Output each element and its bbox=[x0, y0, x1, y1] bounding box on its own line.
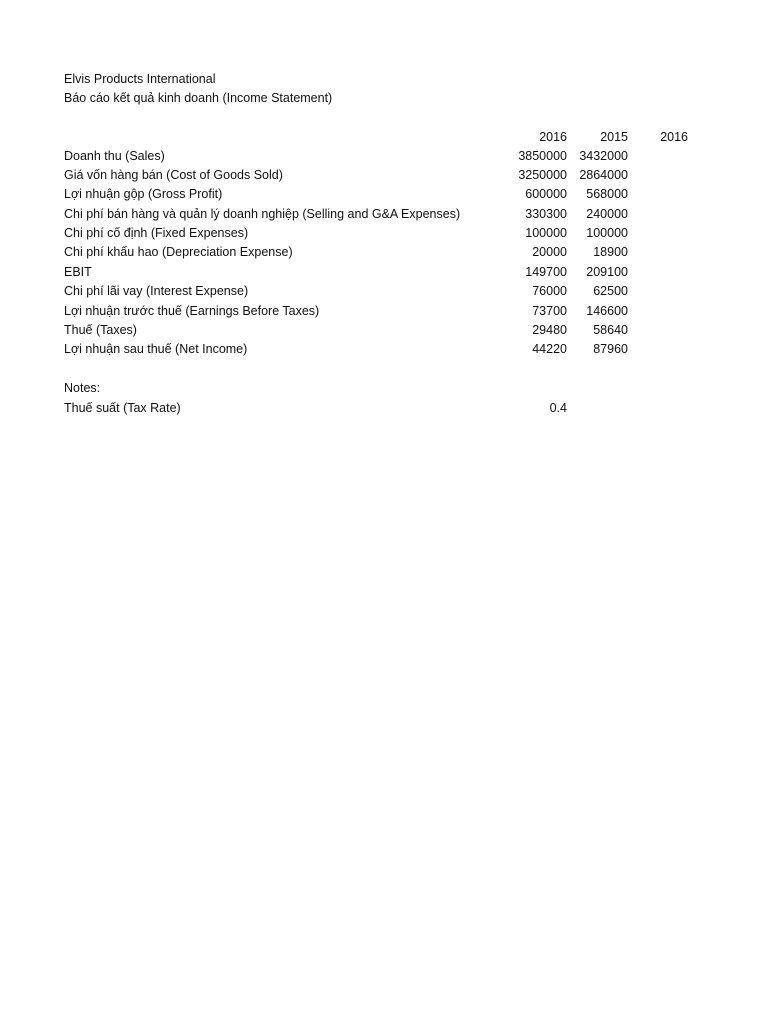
row-value-2016-gross-profit: 600000 bbox=[525, 187, 567, 201]
row-value-2015-cogs: 2864000 bbox=[579, 168, 628, 182]
row-value-2015-sales: 3432000 bbox=[579, 149, 628, 163]
column-header-2015: 2015 bbox=[600, 130, 628, 144]
row-label-sales: Doanh thu (Sales) bbox=[64, 149, 165, 163]
row-label-sga: Chi phí bán hàng và quản lý doanh nghiệp (Selling and G&A Expenses) bbox=[64, 207, 461, 221]
notes-heading: Notes: bbox=[64, 381, 101, 395]
note-label-tax-rate: Thuế suất (Tax Rate) bbox=[64, 401, 181, 415]
row-label-ebt: Lợi nhuận trước thuế (Earnings Before Taxes) bbox=[64, 304, 320, 318]
row-value-2015-taxes: 58640 bbox=[593, 323, 628, 337]
row-value-2016-sga: 330300 bbox=[525, 207, 567, 221]
row-value-2015-ebit: 209100 bbox=[586, 265, 628, 279]
row-value-2016-ebt: 73700 bbox=[532, 304, 567, 318]
row-value-2015-interest: 62500 bbox=[593, 284, 628, 298]
row-label-interest: Chi phí lãi vay (Interest Expense) bbox=[64, 284, 249, 298]
row-label-depreciation: Chi phí khấu hao (Depreciation Expense) bbox=[64, 245, 293, 259]
column-header-2016-extra: 2016 bbox=[660, 130, 688, 144]
note-value-tax-rate: 0.4 bbox=[549, 401, 567, 415]
row-label-net-income: Lợi nhuận sau thuế (Net Income) bbox=[64, 342, 248, 356]
row-value-2016-cogs: 3250000 bbox=[518, 168, 567, 182]
row-label-cogs: Giá vốn hàng bán (Cost of Goods Sold) bbox=[64, 168, 283, 182]
row-value-2015-net-income: 87960 bbox=[593, 342, 628, 356]
column-header-2016: 2016 bbox=[539, 130, 567, 144]
row-value-2015-gross-profit: 568000 bbox=[586, 187, 628, 201]
row-value-2016-sales: 3850000 bbox=[518, 149, 567, 163]
row-value-2016-ebit: 149700 bbox=[525, 265, 567, 279]
row-label-taxes: Thuế (Taxes) bbox=[64, 323, 137, 337]
row-value-2016-net-income: 44220 bbox=[532, 342, 567, 356]
row-label-gross-profit: Lợi nhuận gộp (Gross Profit) bbox=[64, 187, 223, 201]
row-value-2015-ebt: 146600 bbox=[586, 304, 628, 318]
row-label-fixed-expenses: Chi phí cố định (Fixed Expenses) bbox=[64, 226, 249, 240]
row-value-2016-depreciation: 20000 bbox=[532, 245, 567, 259]
row-label-ebit: EBIT bbox=[64, 265, 92, 279]
row-value-2016-taxes: 29480 bbox=[532, 323, 567, 337]
row-value-2015-depreciation: 18900 bbox=[593, 245, 628, 259]
row-value-2016-interest: 76000 bbox=[532, 284, 567, 298]
row-value-2015-fixed-expenses: 100000 bbox=[586, 226, 628, 240]
row-value-2016-fixed-expenses: 100000 bbox=[525, 226, 567, 240]
row-value-2015-sga: 240000 bbox=[586, 207, 628, 221]
company-name: Elvis Products International bbox=[64, 72, 216, 86]
report-title: Báo cáo kết quả kinh doanh (Income Statement) bbox=[64, 91, 333, 105]
